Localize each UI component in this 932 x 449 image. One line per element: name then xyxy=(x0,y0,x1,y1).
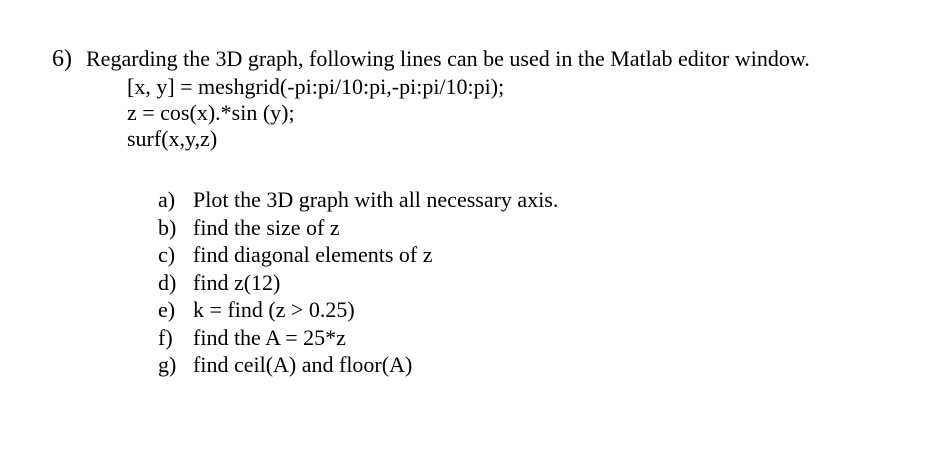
sub-question-letter: e) xyxy=(158,297,176,322)
sub-question-letter: g) xyxy=(158,352,177,377)
sub-question-letter: c) xyxy=(158,242,176,267)
code-line-surf: surf(x,y,z) xyxy=(127,126,218,151)
sub-question-c xyxy=(158,241,558,269)
code-block xyxy=(127,74,504,152)
sub-question-letter: a) xyxy=(158,187,176,212)
sub-question-text: find diagonal elements of z xyxy=(193,242,433,267)
code-line-meshgrid: [x, y] = meshgrid(-pi:pi/10:pi,-pi:pi/10:pi); xyxy=(127,74,505,99)
sub-question-text: find the size of z xyxy=(193,214,340,240)
sub-question-g xyxy=(158,351,558,379)
question-number: 6) xyxy=(52,46,72,72)
sub-question-text: find the A = 25*z xyxy=(193,324,346,350)
sub-question-a xyxy=(158,186,558,214)
sub-question-list xyxy=(158,186,558,379)
sub-question-text: k = find (z > 0.25) xyxy=(193,297,355,322)
question-heading xyxy=(52,45,810,73)
sub-question-letter: d) xyxy=(158,269,177,295)
sub-question-e xyxy=(158,296,558,324)
sub-question-letter: f) xyxy=(158,324,173,350)
sub-question-d xyxy=(158,269,558,297)
sub-question-text: Plot the 3D graph with all necessary axis. xyxy=(193,187,559,212)
question-text: Regarding the 3D graph, following lines can be used in the Matlab editor window. xyxy=(86,46,810,71)
sub-question-letter: b) xyxy=(158,214,177,240)
sub-question-text: find ceil(A) and floor(A) xyxy=(193,352,413,377)
code-line-z: z = cos(x).*sin (y); xyxy=(127,100,295,125)
sub-question-b xyxy=(158,214,558,242)
sub-question-text: find z(12) xyxy=(193,269,281,295)
sub-question-f xyxy=(158,324,558,352)
